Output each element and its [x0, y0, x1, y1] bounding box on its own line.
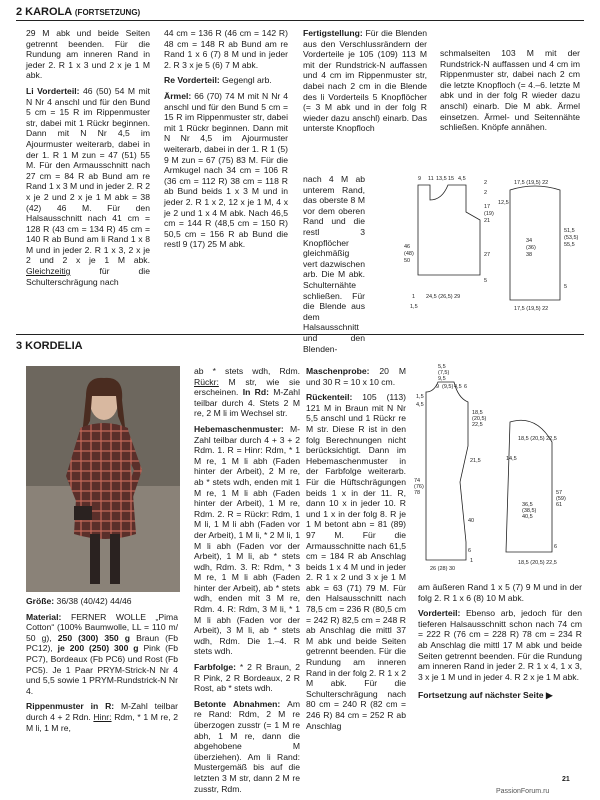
text: ab * stets wdh, Rdm.	[194, 366, 300, 376]
diagram-label: 6	[468, 548, 472, 554]
paragraph	[164, 91, 288, 250]
text-bold: 250 (300) 350 g	[57, 632, 130, 643]
diagram-label: 78	[414, 490, 421, 496]
text: FERNER WOLLE „Pima Cotton“ (100% Baumwolle, LL = 110 m/ 50 g),	[26, 611, 178, 643]
diagram-label: 57	[556, 490, 563, 496]
text: 36/38 (40/42) 44/46	[54, 596, 132, 606]
paragraph	[306, 366, 406, 387]
diagram-label: 27	[484, 252, 491, 258]
diagram-label: 5	[564, 284, 568, 290]
paragraph	[194, 662, 300, 694]
karola-column-3	[303, 28, 427, 139]
diagram-label: (59)	[556, 496, 566, 502]
diagram-label: 36,5	[522, 502, 533, 508]
diagram-label: 14,5	[506, 456, 517, 462]
label-decreases: Betonte Abnahmen:	[194, 698, 281, 709]
diagram-label: 2	[484, 190, 488, 196]
text-bold: In Rd:	[242, 387, 269, 398]
paragraph	[303, 28, 427, 134]
text: * 2 R Braun, 2 R Pink, 2 R Bordeaux, 2 R Rost, ab * stets wdh.	[194, 662, 300, 694]
diagram-label: 2	[484, 180, 488, 186]
kordelia-column-3	[306, 366, 406, 736]
diagram-label: (53,5)	[564, 235, 579, 241]
text-underline: Rückr:	[194, 376, 219, 387]
diagram-label: 6	[464, 384, 468, 390]
section-title: 2 KAROLA	[16, 6, 72, 18]
paragraph: nach 4 M ab unterem Rand, das oberste 8 M vor dem oberen Rand und die restl 3 Knopflöcher gleichmäßig vert dazwischen arb. Die M abk. Schulternähte schließen. Für die Blende aus dem Halsausschnitt und den Blenden-	[303, 174, 365, 354]
diagram-label: 17	[484, 204, 491, 210]
diagram-label: 55,5	[564, 242, 575, 248]
diagram-label: (36)	[526, 245, 536, 251]
page-number: 21	[562, 776, 570, 783]
text: M-Zahl teilbar durch 4 + 2 Rdn.	[26, 701, 178, 722]
diagram-label: 61	[556, 502, 563, 508]
diagram-label: 24,5 (26,5) 29	[426, 294, 461, 300]
diagram-label: 12,5	[498, 200, 509, 206]
diagram-label: 15	[448, 176, 455, 182]
text: Für die Blenden aus den Verschlussrändern der Vorderteile je 105 (109) 113 M mit der Rundstrick-N auffassen und 4 cm im Rippenmuster str, dabei nach 2 cm in die Blende des li Vorderteils 5 Knopflöcher (= 3 M abk und in der folg R wieder dazu anschl) einarb. Das unterste Knopfloch	[303, 28, 427, 134]
paragraph	[194, 424, 300, 657]
diagram-label: 74	[414, 478, 421, 484]
diagram-label: 26 (28) 30	[430, 566, 456, 572]
diagram-label: 4,5	[454, 384, 462, 390]
text: M-Zahl teilbar durch 4 + 3 + 2 Rdm. 1. R = Hinr: Rdm, * 1 M re, 1 M li abh (Faden hinter der Arbeit), 2 M re, ab * stets wdh, enden mit 1 M re, 1 M li abh (Faden hinter der Arbeit), 1 M re, Rdm. 2. R = Rückr: Rdm, 1 M li, 1 M li abh (Faden vor der Arbeit), 1 M li, * 2 M li, 1 M li abh (Faden vor der Arbeit), 1 M li, ab * stets wdh, Rdm. 3. R: Rdm, * 3 M re, 1 M li abh (Faden hinter der Arbeit), ab * stets wdh, enden mit 3 M re, Rdm. 4. R: Rdm, 3 M li, * 1 M li abh (Faden vor der Arbeit), 3 M li, ab * stets wdh, Rdm. Die 1.–4. R stets wdh.	[194, 423, 300, 657]
text: M-Zahl teilbar durch 4. Stets 2 M re, 2 M li im Wechsel str.	[194, 387, 300, 419]
diagram-label: 18,5 (20,5) 22,5	[518, 560, 557, 566]
paragraph: 29 M abk und beide Seiten getrennt beenden. Für die Rundung am inneren Rand in jeder 2. R 1 x 3 und 2 x je 1 M abk.	[26, 28, 150, 81]
diagram-label: 40,5	[522, 514, 533, 520]
paragraph: am äußeren Rand 1 x 5 (7) 9 M und in der folg 2. R 1 x 6 (8) 10 M abk.	[418, 582, 582, 603]
diagram-label: 18,5 (20,5) 22,5	[518, 436, 557, 442]
diagram-label: 1,5	[416, 394, 424, 400]
diagram-label: 11	[428, 176, 434, 182]
header-rule	[16, 20, 584, 21]
karola-column-1	[26, 28, 150, 292]
text: 46 (50) 54 M mit N Nr 4 anschl und für den Bund 5 cm = 15 R im Rippenmuster str, dabei mit 1 Rückr beginnen. Dann mit N Nr 4,5 im Ajourmuster weiterarb, dabei in der 1. R 1 M zun = 47 (51) 55 M. Für den Armausschnitt nach 27 cm = 84 R ab Bund am re Rand 1 x 3 M und in jeder 2. R 2 x je 2 und 2 x je 1 M abk = 38 (42) 46 M. Für den Halsausschnitt nach 41 cm = 128 R (43 cm = 134 R) 45 cm = 140 R ab Bund am li Rand 1 x 8 M und in jeder 2. R 1 x 3, 2 x je 2 und 2 x je 1 M abk.	[26, 85, 150, 266]
kordelia-column-1	[26, 596, 178, 738]
text: 66 (70) 74 M mit N Nr 4 anschl und für den Bund 5 cm = 15 R im Rippenmuster str, dabei mit 1 Rückr beginnen. Dann mit N Nr 4,5 im Ajourmuster weiterarb, dabei in der 1. R 1 (5) 9 M zun = 67 (75) 83 M. Für die Armkugel nach 34 cm = 106 R (36 cm = 112 R) 38 cm = 118 R ab Bund beids 1 x 3 M und in jeder 2. R 1 x 2, 12 x je 1 M, 4 x je 2 und 1 x 4 M abk. Nach 46,5 cm = 144 R (48,5 cm = 150 R) 50,5 cm = 156 R ab Bund die restl 9 (17) 25 M abk.	[164, 90, 288, 250]
diagram-label: 9,5	[438, 376, 446, 382]
model-illustration	[26, 366, 180, 592]
diagram-label: (20,5)	[472, 416, 487, 422]
diagram-label: 17,5 (19,5) 22	[514, 306, 549, 312]
text: Ebenso arb, jedoch für den tieferen Halsausschnitt schon nach 74 cm = 222 R (76 cm = 228 R) 78 cm = 234 R ab Anschlag die mittl 17 M abk und beide Seiten getrennt beenden. Für die Rundung am inneren Rand in jeder 2. R 1 x 4, 1 x 3, 3 x je 1 M und in jeder 4. R 2 x je 1 M abk.	[418, 608, 582, 682]
karola-column-2	[164, 28, 288, 255]
label-back: Rückenteil:	[306, 392, 353, 403]
diagram-label: 5	[484, 278, 488, 284]
diagram-label: 51,5	[564, 228, 575, 234]
text: M str, wie sie erscheinen.	[194, 376, 300, 398]
paragraph	[194, 699, 300, 794]
section-subtitle: (FORTSETZUNG)	[74, 8, 141, 17]
diagram-label: 9	[418, 176, 422, 182]
diagram-label: 6	[554, 544, 558, 550]
continue-note: Fortsetzung auf nächster Seite ▶	[418, 690, 553, 701]
label-slip-stitch: Hebemaschenmuster:	[194, 423, 284, 434]
watermark: PassionForum.ru	[496, 788, 550, 795]
diagram-label: 34	[526, 238, 533, 244]
label-colour-sequence: Farbfolge:	[194, 662, 237, 673]
paragraph	[306, 392, 406, 731]
diagram-label: 40	[468, 518, 475, 524]
diagram-label: 50	[404, 258, 411, 264]
section-title: 3 KORDELIA	[16, 340, 83, 352]
text-underline: Hinr:	[93, 711, 112, 722]
label-left-front: Li Vorderteil:	[26, 85, 80, 96]
diagram-label: 17,5 (19,5) 22	[514, 180, 549, 186]
diagram-label: (38,5)	[522, 508, 537, 514]
diagram-label: 13,5	[436, 176, 447, 182]
text-bold: je 200 (250) 300 g	[57, 643, 139, 654]
diagram-label: 46	[404, 244, 411, 250]
label-front: Vorderteil:	[418, 608, 461, 619]
label-rib: Rippenmuster in R:	[26, 701, 115, 712]
text: Rdm, * 1 M re, 2 M li, 1 M re,	[26, 711, 178, 733]
text: 20 M und 30 R = 10 x 10 cm.	[306, 366, 406, 387]
paragraph	[26, 612, 178, 697]
paragraph	[26, 86, 150, 287]
section-header-karola	[16, 6, 584, 18]
paragraph: schmalseiten 103 M mit der Rundstrick-N auffassen und 4 cm im Rippenmuster str, dabei nach 2 cm die letzte Knopfloch (= 4.–6. letzte M abk und in der folg R wieder dazu anschl) einarb. Die M abk. Ärmel einsetzen. Ärmel- und Seitennähte schließen. Knöpfe annähen.	[440, 48, 580, 133]
section-rule	[16, 334, 584, 335]
text: Am re Rand: Rdm, 2 M re überzogen zusstr (= 1 M re abh, 1 M re, dann die abgehobene M überziehen). Am li Rand: Mustergemäß bis auf die letzten 3 M str, dann 2 M re zusstr, Rdm.	[194, 698, 300, 794]
paragraph	[164, 75, 288, 86]
label-right-front: Re Vorderteil:	[164, 75, 220, 86]
model-photo	[26, 366, 180, 592]
diagram-label: (48)	[404, 251, 414, 257]
diagram-label: 22,5	[472, 422, 483, 428]
diagram-label: 18,5	[472, 410, 483, 416]
text: für die Schulterschrägung nach	[26, 266, 150, 287]
diagram-label: 21,5	[470, 458, 481, 464]
diagram-label: 5,5	[438, 364, 446, 370]
kordelia-column-2	[194, 366, 300, 799]
kordelia-column-4	[418, 582, 582, 706]
text: Braun (Fb PC12),	[26, 632, 178, 654]
diagram-label: 38	[526, 252, 533, 258]
karola-column-3b	[303, 174, 365, 359]
label-finishing: Fertigstellung:	[303, 28, 363, 38]
diagram-label: 9	[436, 384, 440, 390]
label-gauge: Maschenprobe:	[306, 366, 370, 376]
diagram-label: 1	[412, 294, 416, 300]
paragraph	[418, 608, 582, 682]
paragraph	[26, 701, 178, 733]
text-underline: Gleichzeitig	[26, 266, 71, 277]
diagram-label: 1,5	[410, 304, 418, 310]
karola-column-4	[440, 48, 580, 138]
diagram-label: (76)	[414, 484, 424, 490]
kordelia-pattern-diagram	[412, 362, 588, 580]
diagram-label: 21	[484, 218, 491, 224]
diagram-label: (9,5)	[442, 384, 454, 390]
label-material: Material:	[26, 611, 62, 622]
text: 105 (113) 121 M in Braun mit N Nr 5,5 anschl und 1 Rückr re M str. Diese R ist in den folg Berechnungen nicht berücksichtigt. Dann im Hebemaschenmuster in der Farbfolge weiterarb. Für die Hüftschrägungen beids 1 x in der 11. R, dann 10 x in jeder 10. R und 1 x in der folg 8. R je 1 M betont abn = 81 (89) 97 M. Für die Armausschnitte nach 61,5 cm = 184 R ab Anschlag beids 1 x 4 M und in jeder 2. R 1 x 2 und 3 x je 1 M abk = 63 (71) 79 M. Für den Halsausschnitt nach 78,5 cm = 236 R (80,5 cm = 242 R) 82,5 cm = 248 R ab Anschlag die mittl 37 M abk und beide Seiten getrennt beenden. Für die Rundung am inneren Rand in der folg 2. R 1 x 2 M abk. Für die Schulterschrägung nach 80 cm = 240 R (82 cm = 246 R) 84 cm = 252 R ab Anschlag	[306, 392, 406, 731]
label-sleeve: Ärmel:	[164, 90, 192, 101]
karola-pattern-diagram	[370, 170, 590, 320]
diagram-label: (7,5)	[438, 370, 450, 376]
paragraph: 44 cm = 136 R (46 cm = 142 R) 48 cm = 148 R ab Bund am re Rand 1 x 6 (7) 8 M und in jeder 2. R 3 x je 5 (6) 7 M abk.	[164, 28, 288, 70]
diagram-label: 4,5	[416, 402, 424, 408]
diagram-label: (19)	[484, 211, 494, 217]
section-header-kordelia	[16, 340, 584, 352]
paragraph	[194, 366, 300, 419]
label-size: Größe:	[26, 596, 55, 606]
paragraph	[26, 596, 178, 607]
text: Pink (Fb PC7), Bordeaux (Fb PC6) und Rost (Fb PC5). Je 1 Paar PRYM-Strick-N Nr 4 und 5,5 sowie 1 PRYM-Rundstrick-N Nr 4.	[26, 643, 178, 696]
diagram-label: 4,5	[458, 176, 466, 182]
text: Gegengl arb.	[219, 75, 272, 86]
diagram-label: 1	[470, 558, 474, 564]
